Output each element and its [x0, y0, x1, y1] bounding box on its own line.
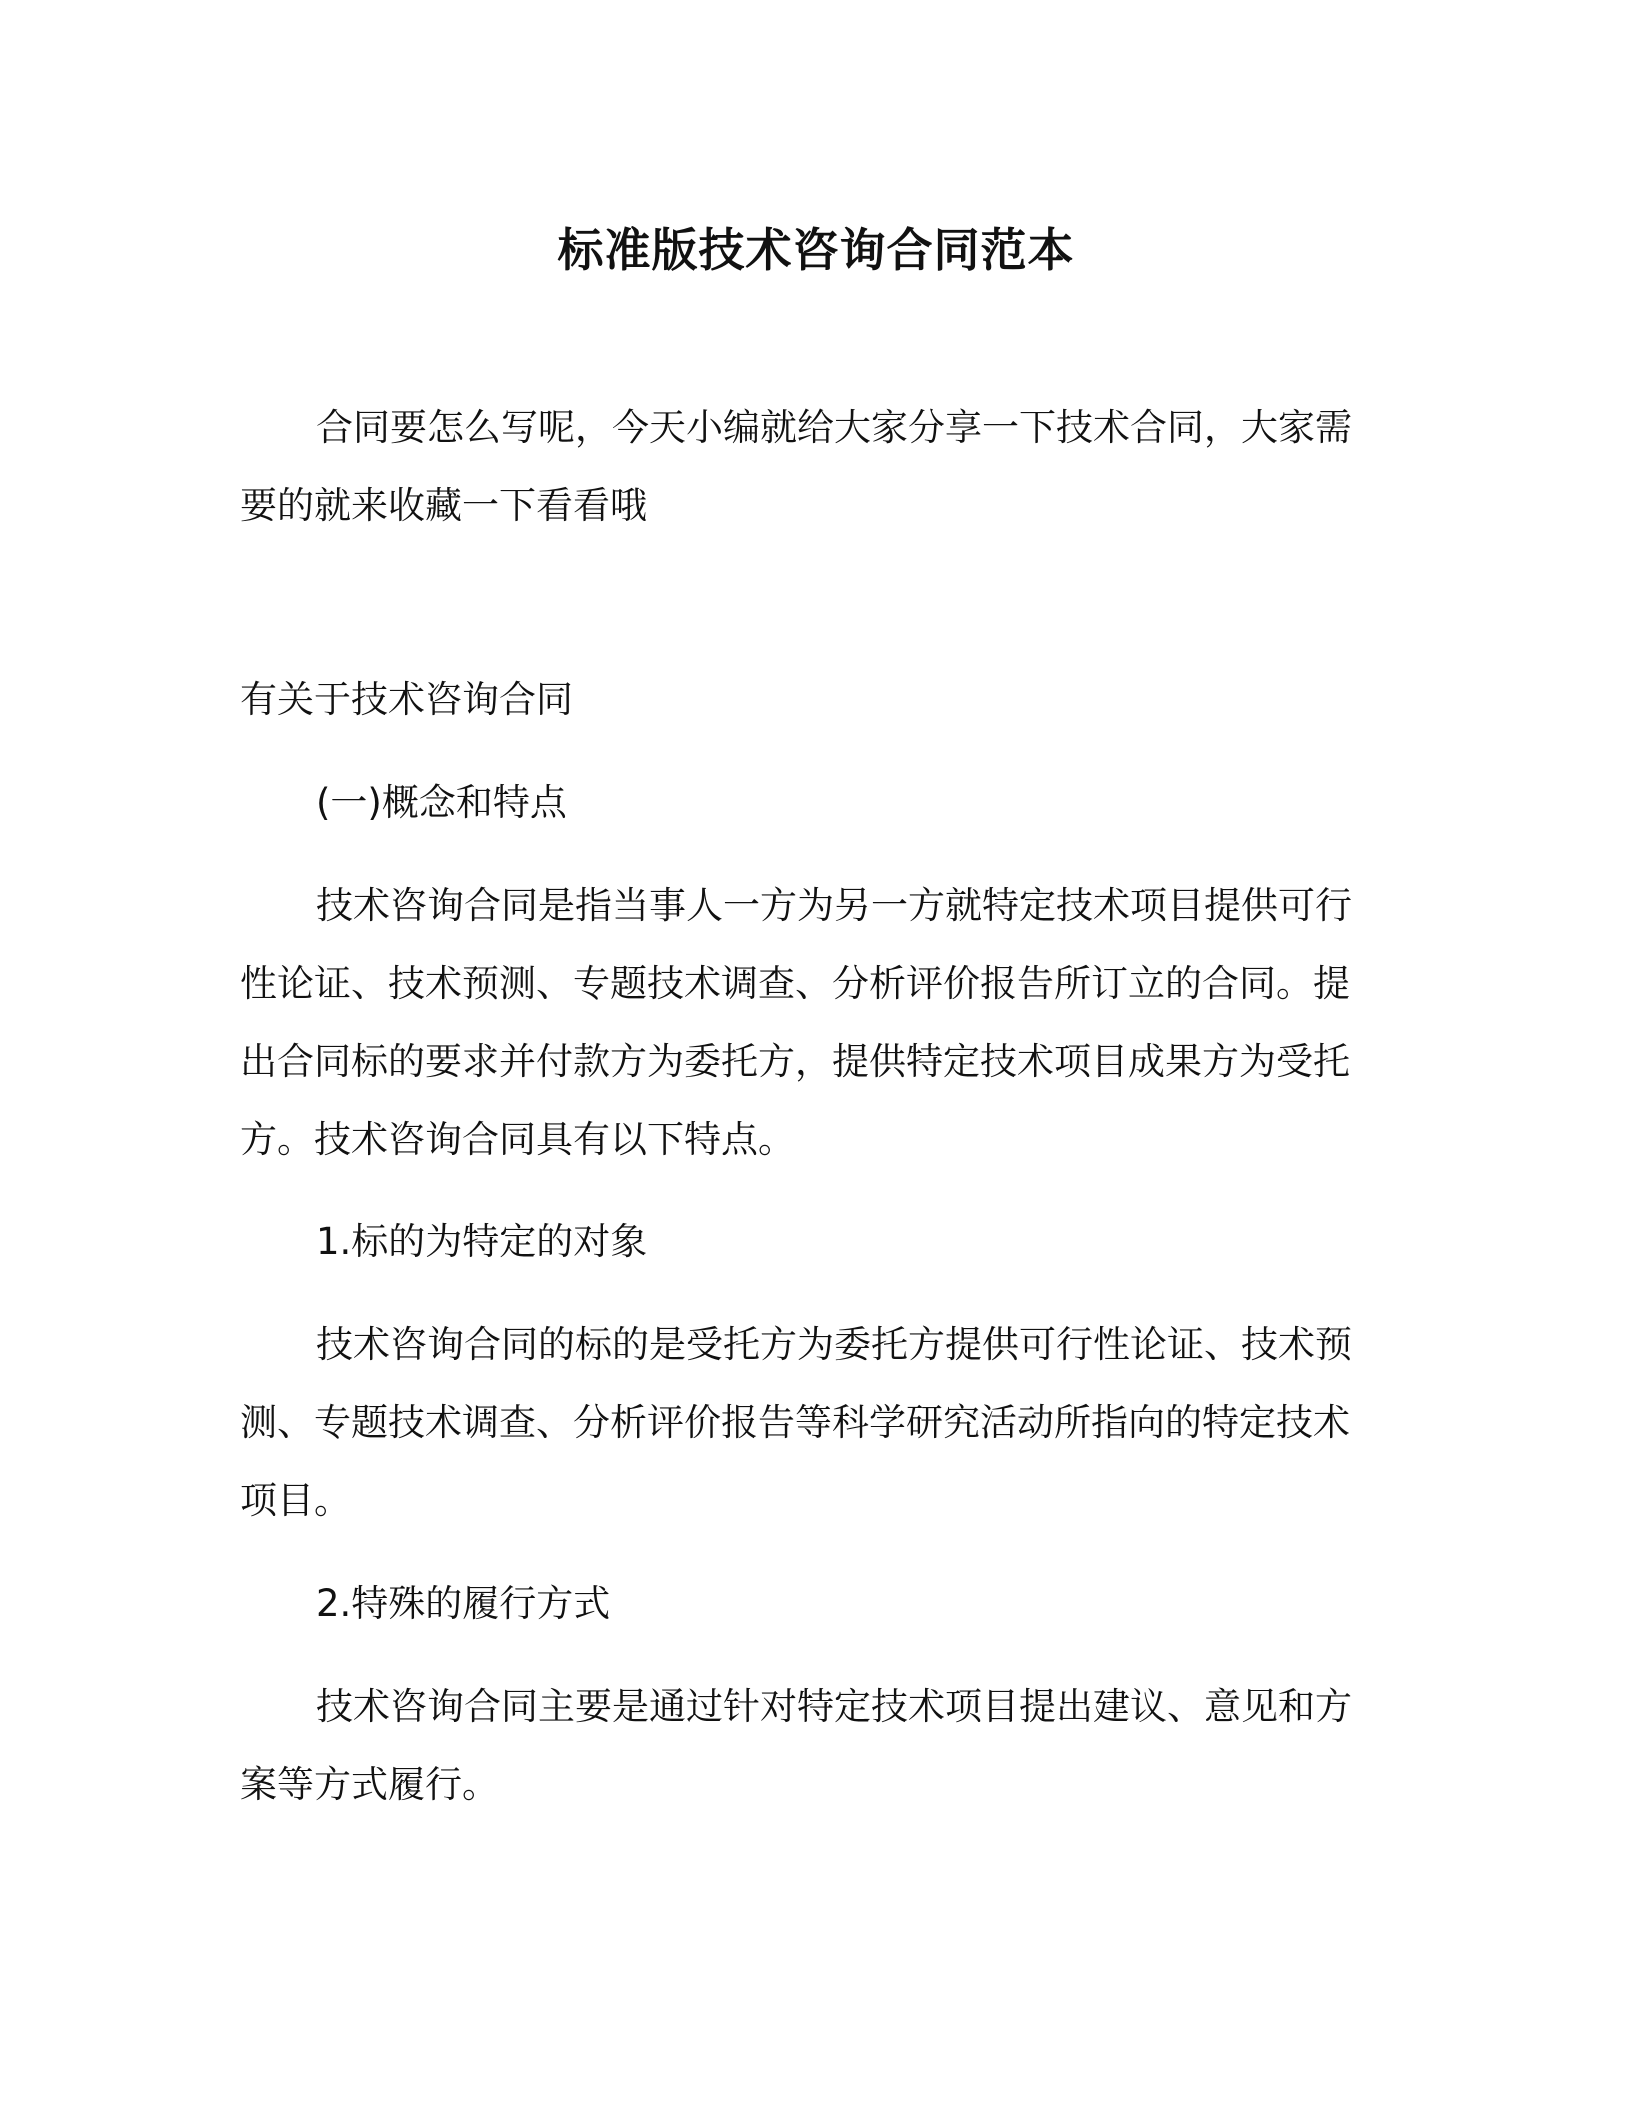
concept-paragraph: 技术咨询合同是指当事人一方为另一方就特定技术项目提供可行性论证、技术预测、专题技术调查、分析评价报告所订立的合同。提出合同标的要求并付款方为委托方，提供特定技术项目成果方为受托方。技术咨询合同具有以下特点。 [240, 884, 1352, 1161]
point-1-heading: 1.标的为特定的对象 [316, 1220, 648, 1263]
point-2-paragraph: 技术咨询合同主要是通过针对特定技术项目提出建议、意见和方案等方式履行。 [240, 1685, 1352, 1806]
intro-paragraph: 合同要怎么写呢，今天小编就给大家分享一下技术合同，大家需要的就来收藏一下看看哦 [240, 406, 1352, 527]
subsection-heading-concept: (一)概念和特点 [316, 781, 567, 824]
point-2-heading: 2.特殊的履行方式 [316, 1582, 611, 1625]
point-1-paragraph: 技术咨询合同的标的是受托方为委托方提供可行性论证、技术预测、专题技术调查、分析评价报告等科学研究活动所指向的特定技术项目。 [240, 1323, 1352, 1522]
document-title: 标准版技术咨询合同范本 [557, 223, 1075, 277]
section-heading: 有关于技术咨询合同 [240, 678, 573, 721]
